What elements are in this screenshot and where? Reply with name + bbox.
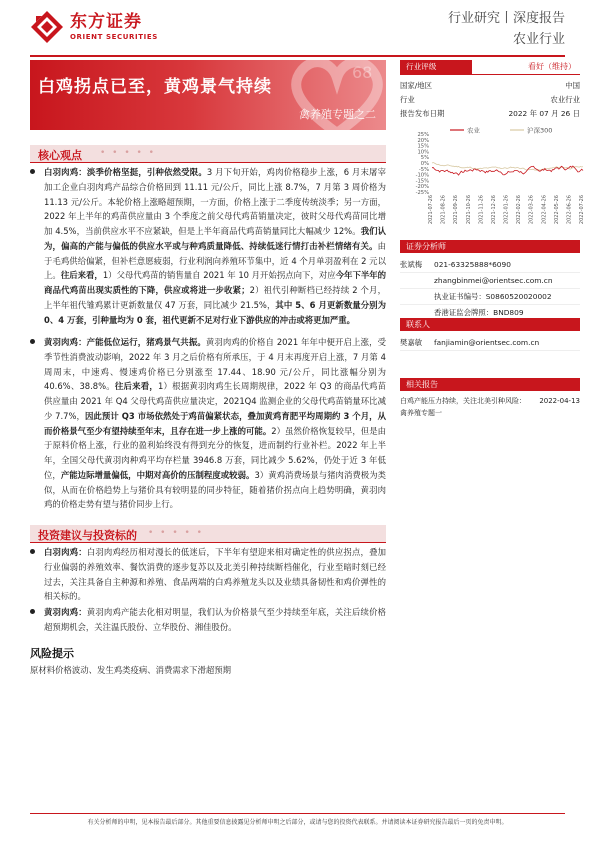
y-tick-label: 0% [420,161,429,167]
header-divider [30,55,565,57]
y-tick-label: 10% [417,149,429,156]
risk-text: 原材料价格波动、发生鸡类疫病、消费需求下滑超预期 [30,665,231,675]
y-tick-label: 25% [417,132,429,138]
performance-chart [400,124,585,232]
report-industry: 农业行业 [512,32,565,47]
person-detail: 执业证书编号：S0860520020002 [434,292,552,301]
invest-rule [30,542,386,543]
body-text: 黄羽肉鸡产能去化相对明显，我们认为价格景气至少持续至年底，关注后续价格超预期机会，关注温氏股份、立华股份、湘佳股份。 [44,607,387,632]
x-tick-label: 2021-10-26 [465,195,472,225]
invest-title: 投资建议与投资标的 [38,529,137,542]
legend-label: 农业 [467,126,480,135]
emphasis-text: 我们认为，偏高的产能与偏低的供应水平或与种鸡质量降低、持续低迷行情打击补栏情绪有关。 [44,226,387,251]
person-detail[interactable]: fanjiamin@orientsec.com.cn [434,338,540,347]
info-value: 农业行业 [550,95,580,104]
y-tick-label: -10% [415,172,429,179]
person-detail: 香港证监会牌照：BND809 [434,308,524,317]
emphasis-text: 往后来看， [60,270,103,281]
bullet-icon [30,609,35,614]
bullet-icon [30,549,35,554]
y-tick-label: 20% [417,137,429,144]
related-list [400,395,580,419]
related-block [400,378,580,419]
paragraph-body [44,545,386,604]
x-tick-label: 2022-01-26 [503,195,510,225]
x-tick-label: 2021-07-26 [428,195,434,225]
person-row [400,273,580,288]
x-tick-label: 2022-07-26 [579,195,585,225]
series-line-agriculture [432,166,583,175]
person-row [400,257,580,272]
bullet-icon [30,339,35,344]
core-view-dots: • • • • • [100,148,156,158]
core-view-title: 核心观点 [38,149,82,162]
body-text: 黄羽肉鸡的价格自 2021 年年中便开启上涨，受季节性消费波动影响，2022 年 3 月之后价格有所承压，于 4 月末再度开启上涨，7 月第 4 周周末，中速鸡、慢速鸡价格已分别涨至 17.44、18.90 元/公斤，同比涨幅分别为 40.6%、38.8%。 [44,337,387,392]
body-text: 2）虽然价格恢复较早，但是由于原料价格上涨，行业的盈利始终没有得到充分的恢复，进而制约行业补栏。2022 年上半年，全国父母代黄羽肉种鸡平均存栏量 3946.8 万套，同比减少 5.62%，仍处于近 3 年低位， [44,425,387,480]
emphasis-text: 因此预计 Q3 市场依然处于鸡苗偏紧状态，叠加黄鸡育肥平均周期约 3 个月，从而价格景气至少有望持续至年末，且存在进一步上涨的可能。 [44,410,386,436]
title-banner [30,60,386,130]
y-tick-label: 5% [420,155,429,162]
related-report-date: 2022-04-13 [539,397,580,405]
x-tick-label: 2021-11-26 [478,195,485,225]
analyst-block [400,240,580,321]
contact-block [400,318,580,351]
y-tick-label: -15% [415,178,429,185]
related-report-title[interactable]: 白鸡产能压力持续，关注北美引种风险：禽养殖专题一 [400,397,526,417]
x-tick-label: 2022-03-26 [528,195,535,225]
related-label: 相关报告 [406,380,438,389]
core-view-rule [30,162,386,163]
emphasis-text: 白羽肉鸡：淡季价格坚挺，引种依然受限。 [44,167,207,177]
industry-rating [400,60,580,121]
paragraph-body [44,335,386,512]
y-tick-label: -20% [415,184,429,191]
series-line-hs300 [432,163,583,171]
info-row [400,107,580,121]
body-text: 1）根据黄羽肉鸡生长周期规律，2022 年 Q3 的商品代鸡苗供应量由 2021 年 Q4 父母代鸡苗供应量决定，2021Q4 监测企业的父母代鸡苗销量环比减少 7.7%， [44,381,386,421]
info-row [400,93,580,107]
info-row [400,79,580,93]
emphasis-text: 其中 5、6 月更新数量分别为 0、4 万套，引种量均为 0 套，祖代更新不足对行业下游供应的冲击或将更加严重。 [44,299,386,325]
invest-paragraph-yellow-chicken [30,605,386,635]
body-text: 3）黄鸡消费场景与猪肉消费极为类似，从而在价格趋势上与猪价具有较明显的同步特征，随着猪价拐点向上趋势明确，黄羽肉鸡的价格走势有望与猪价同步上行。 [44,469,387,510]
related-report-item[interactable] [400,395,580,419]
logo-chinese-name: 东方证券 [70,12,142,32]
x-tick-label: 2022-05-26 [553,195,560,225]
y-tick-label: -5% [418,166,429,173]
person-row [400,289,580,304]
rating-label: 行业评级 [406,62,437,71]
contact-list [400,335,580,351]
logo-english-name: ORIENT SECURITIES [70,33,158,41]
analyst-list [400,257,580,321]
body-text: 2）祖代引种断档已经持续 2 个月，上半年祖代雏鸡累计更新数量仅 47 万套，同比减少 21.5%， [44,285,386,310]
invest-dots: • • • • • [148,528,204,538]
emphasis-text: 白羽肉鸡： [44,547,87,557]
paragraph-body [44,605,386,635]
core-view-header [30,145,386,163]
disclaimer-footer: 有关分析师的申明，见本报告最后部分。其他重要信息披露见分析师申明之后部分，或请与您的投资代表联系。并请阅读本证券研究报告最后一页的免责申明。 [87,819,508,826]
orient-logo-icon [30,10,64,44]
y-tick-label: 15% [417,143,429,150]
core-paragraph-yellow-chicken [30,335,386,512]
person-detail: 021-63325888*6090 [434,260,511,269]
person-name: 张斌梅 [400,260,423,269]
rating-value: 看好（维持） [528,62,576,71]
analyst-label: 证券分析师 [406,242,446,251]
person-row [400,335,580,350]
emphasis-text: 黄羽肉鸡：产能低位运行，猪鸡景气共振。 [44,337,206,347]
report-info [400,79,580,121]
emphasis-text: 往后来看， [114,381,158,392]
person-name [400,289,434,304]
legend-label: 沪深300 [527,126,553,135]
contact-label: 联系人 [406,320,430,329]
svg-text:68: 68 [352,63,373,82]
person-name [400,273,434,288]
body-text: 由于毛鸡供给偏紧，但补栏意愿疲弱，行业利润向养殖环节集中，近 4 个月单羽盈利在 2 元以上。 [44,240,386,281]
body-text: 1）父母代鸡苗的销售量自 2021 年 10 月开始拐点向下，对应 [102,270,336,281]
x-tick-label: 2022-06-26 [566,195,573,225]
x-tick-label: 2022-04-26 [541,195,548,225]
info-key: 行业 [400,95,415,104]
x-tick-label: 2022-02-26 [516,195,523,225]
bullet-icon [30,169,35,174]
footer-divider [30,813,565,814]
report-type: 行业研究丨深度报告 [447,11,565,26]
risk-title: 风险提示 [30,647,74,660]
x-tick-label: 2021-09-26 [453,195,460,225]
info-value: 2022 年 07 月 26 日 [508,109,580,118]
info-key: 国家/地区 [400,81,433,90]
x-tick-label: 2021-08-26 [440,195,447,225]
invest-paragraph-white-chicken [30,545,386,604]
invest-header [30,525,386,543]
report-subtitle: 禽养殖专题之二 [299,108,376,121]
body-text: 白羽肉鸡经历相对漫长的低迷后，下半年有望迎来相对确定性的供应拐点，叠加行业偏弱的养殖效率、餐饮消费的逐步复苏以及北美引种持续断档催化，行业至暗时刻已经过去，关注具备自主种源和养殖、食品两端的白鸡养殖龙头以及业绩具备韧性和鸡价弹性的相关标的。 [44,547,387,602]
y-tick-label: -25% [415,190,429,196]
core-paragraph-white-chicken [30,165,386,327]
report-title: 白鸡拐点已至，黄鸡景气持续 [38,77,272,97]
paragraph-body [44,165,386,327]
emphasis-text: 黄羽肉鸡： [44,607,87,617]
info-key: 报告发布日期 [400,109,445,118]
person-name: 樊嘉敏 [400,338,423,347]
emphasis-text: 产能边际增量偏低，中期对高价的压制程度或较弱。 [60,469,255,480]
x-tick-label: 2021-12-26 [490,195,497,225]
person-detail[interactable]: zhangbinmei@orientsec.com.cn [434,276,553,285]
info-value: 中国 [565,81,580,90]
company-logo [30,10,158,44]
emphasis-text: 今年下半年的商品代鸡苗出现实质性的下降，供应或将进一步收紧； [44,270,387,295]
body-text: 3 月下旬开始，鸡肉价格稳步上涨，6 月末屠宰加工企业白羽肉鸡产品综合价格回到 11.11 元/公斤，同比上涨 8.7%，7 月第 3 周价格为 11.13 元/公斤。本轮价格上涨略超预期，一方面，价格上涨于二季度传统淡季；另一方面，2022 年上半年的鸡苗供应量由 3 个季度之前父母代鸡苗销量决定，彼时父母代鸡苗同比增加 4.5%，当前供应水平不应紧缺，但是上半年商品代鸡苗销量同比大幅减少 12%。 [44,167,387,236]
row-divider [400,350,580,351]
